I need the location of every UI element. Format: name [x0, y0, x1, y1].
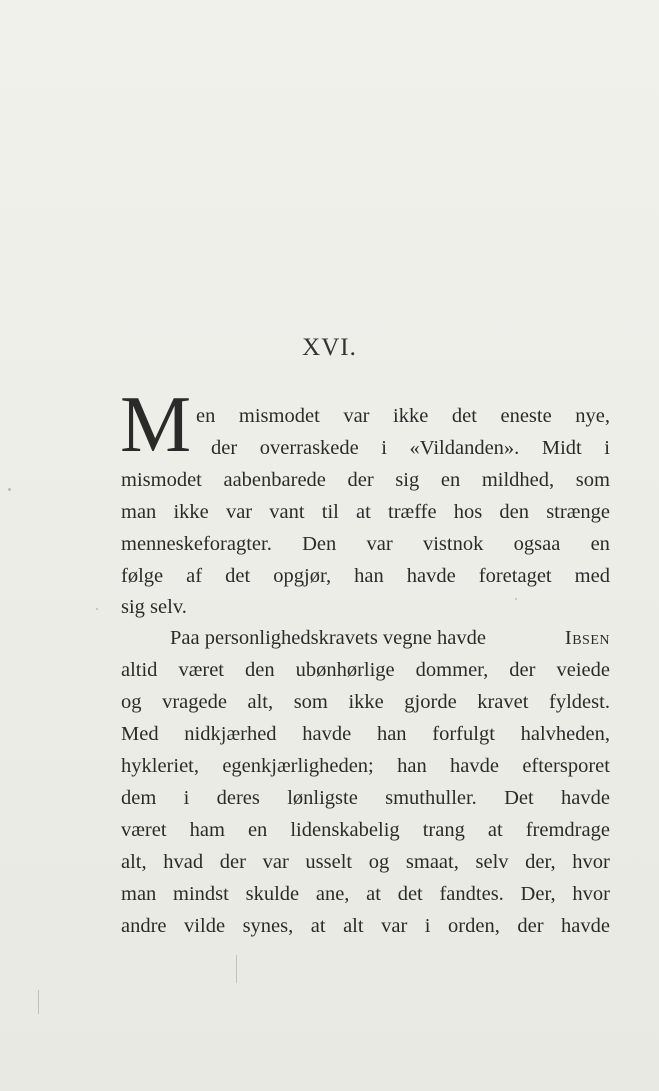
text-line: en mismodet var ikke det eneste nye,: [196, 405, 610, 427]
text-line: mismodet aabenbarede der sig en mildhed, som: [121, 469, 610, 491]
paper-mark: [236, 955, 237, 983]
text-line: sig selv.: [121, 596, 187, 618]
text-line: alt, hvad der var usselt og smaat, selv der, hvor: [121, 851, 610, 873]
chapter-number: XVI.: [302, 334, 357, 361]
text-line: været ham en lidenskabelig trang at fremdrage: [121, 819, 610, 841]
text-line: Med nidkjærhed havde han forfulgt halvheden,: [121, 723, 610, 745]
paper-speck: [515, 598, 517, 600]
paper-speck: [96, 608, 98, 610]
drop-cap: M: [120, 381, 192, 469]
author-name: Ibsen: [564, 627, 610, 649]
text-line: dem i deres lønligste smuthuller. Det havde: [121, 787, 610, 809]
text-line: menneskeforagter. Den var vistnok ogsaa en: [121, 533, 610, 555]
text-line: man ikke var vant til at træffe hos den strænge: [121, 501, 610, 523]
text-line: hykleriet, egenkjærligheden; han havde eftersporet: [121, 755, 610, 777]
text-line: [170, 624, 610, 652]
text-line: andre vilde synes, at alt var i orden, der havde: [121, 915, 610, 937]
text-line: man mindst skulde ane, at det fandtes. Der, hvor: [121, 883, 610, 905]
text-line: og vragede alt, som ikke gjorde kravet fyldest.: [121, 691, 610, 713]
text-line: der overraskede i «Vildanden». Midt i: [211, 437, 610, 459]
paper-speck: [8, 488, 11, 491]
text-line: følge af det opgjør, han havde foretaget med: [121, 565, 610, 587]
text-line: altid været den ubønhørlige dommer, der veiede: [121, 659, 610, 681]
text-fragment: Paa personlighedskravets vegne havde: [170, 627, 486, 649]
paper-mark: [38, 990, 39, 1014]
